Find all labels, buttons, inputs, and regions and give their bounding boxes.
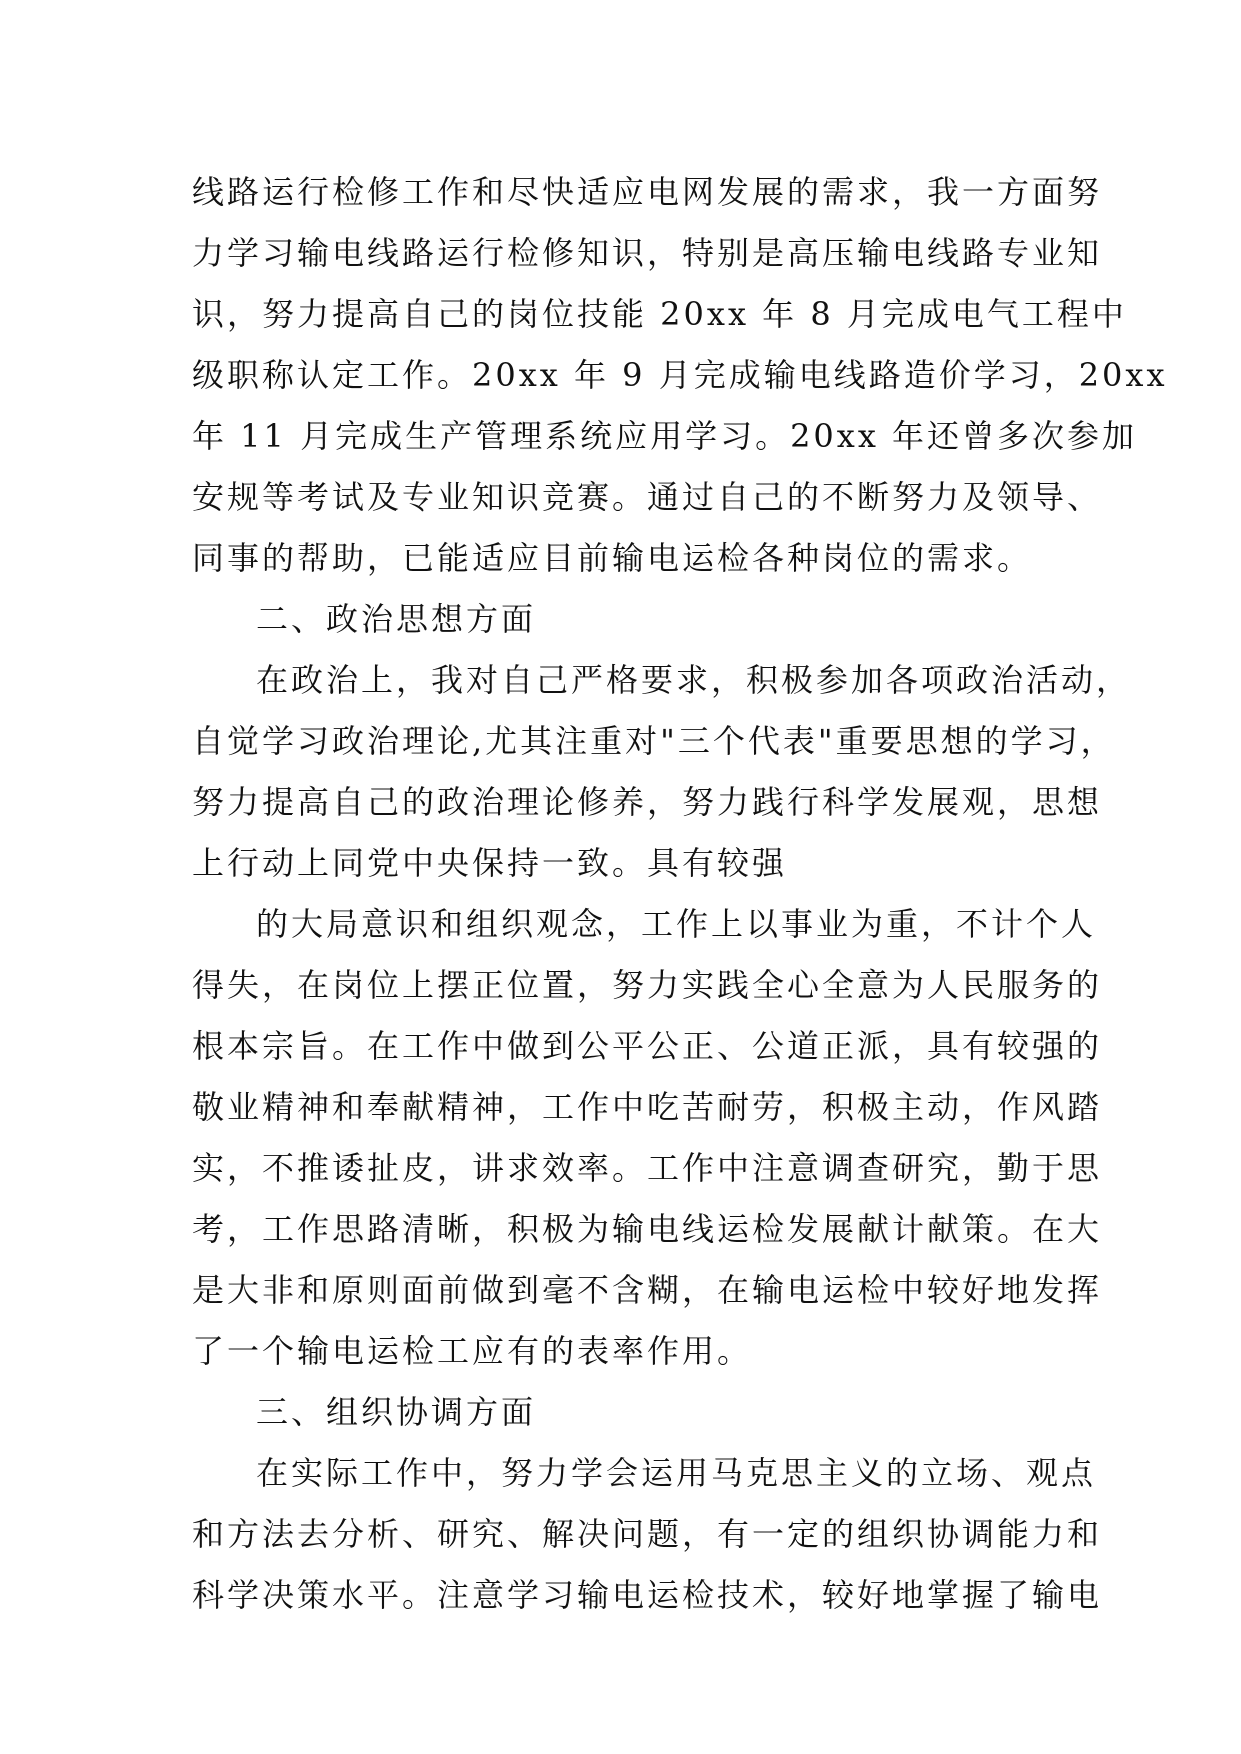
text-line: 的大局意识和组织观念，工作上以事业为重，不计个人 [256,905,1097,943]
text-line: 同事的帮助，已能适应目前输电运检各种岗位的需求。 [192,539,1033,577]
text-line: 识，努力提高自己的岗位技能 20xx 年 8 月完成电气工程中 [192,295,1127,333]
text-line: 安规等考试及专业知识竞赛。通过自己的不断努力及领导、 [192,478,1103,516]
text-line: 力学习输电线路运行检修知识，特别是高压输电线路专业知 [192,234,1103,272]
text-line: 线路运行检修工作和尽快适应电网发展的需求，我一方面努 [192,173,1103,211]
text-line: 上行动上同党中央保持一致。具有较强 [192,844,788,882]
text-line: 级职称认定工作。20xx 年 9 月完成输电线路造价学习，20xx [192,356,1168,394]
text-line: 敬业精神和奉献精神，工作中吃苦耐劳，积极主动，作风踏 [192,1088,1103,1126]
text-line: 实，不推诿扯皮，讲求效率。工作中注意调查研究，勤于思 [192,1149,1103,1187]
text-line: 年 11 月完成生产管理系统应用学习。20xx 年还曾多次参加 [192,417,1138,455]
text-line: 努力提高自己的政治理论修养，努力践行科学发展观，思想 [192,783,1103,821]
text-line: 科学决策水平。注意学习输电运检技术，较好地掌握了输电 [192,1576,1103,1614]
document-body [192,162,1168,1626]
text-line: 了一个输电运检工应有的表率作用。 [192,1332,753,1370]
text-line: 根本宗旨。在工作中做到公平公正、公道正派，具有较强的 [192,1027,1103,1065]
section-heading-politics: 二、政治思想方面 [256,600,537,638]
text-line: 在实际工作中，努力学会运用马克思主义的立场、观点 [256,1454,1097,1492]
section-heading-coordination: 三、组织协调方面 [256,1393,537,1431]
text-line: 是大非和原则面前做到毫不含糊，在输电运检中较好地发挥 [192,1271,1103,1309]
text-line: 考，工作思路清晰，积极为输电线运检发展献计献策。在大 [192,1210,1103,1248]
text-line: 自觉学习政治理论,尤其注重对"三个代表"重要思想的学习， [192,722,1116,760]
text-line: 在政治上，我对自己严格要求，积极参加各项政治活动， [256,661,1132,699]
text-line: 和方法去分析、研究、解决问题，有一定的组织协调能力和 [192,1515,1103,1553]
text-line: 得失，在岗位上摆正位置，努力实践全心全意为人民服务的 [192,966,1103,1004]
